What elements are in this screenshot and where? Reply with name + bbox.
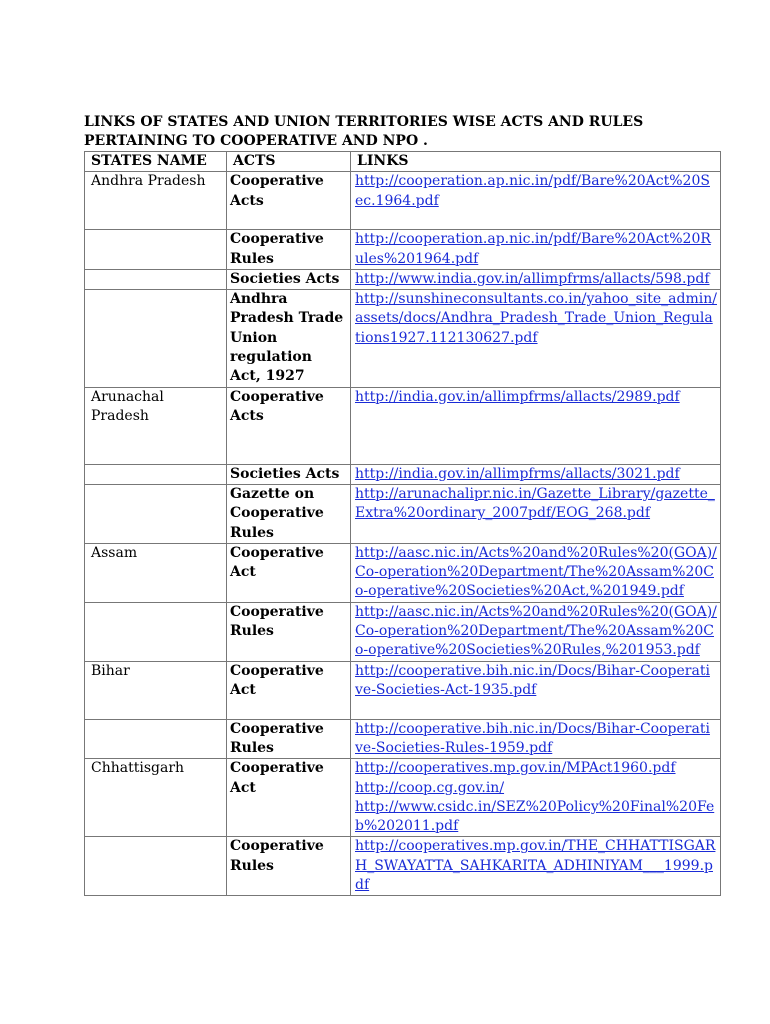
act-link[interactable]: http://cooperatives.mp.gov.in/MPAct1960.pdf — [355, 760, 676, 777]
link-cell — [351, 543, 721, 602]
act-link[interactable]: http://aasc.nic.in/Acts%20and%20Rules%20(GOA)/Co-operation%20Department/The%20Assam%20Co-operative%20Societies%20Act,%201949.pdf — [355, 544, 717, 600]
act-cell: Andhra Pradesh Trade Union regulation Act, 1927 — [227, 290, 351, 387]
act-cell: Cooperative Acts — [227, 387, 351, 464]
header-acts: ACTS — [227, 152, 351, 172]
state-cell: Bihar — [85, 661, 227, 719]
document — [84, 113, 720, 896]
table-row — [85, 543, 721, 602]
state-cell — [85, 290, 227, 387]
link-cell — [351, 290, 721, 387]
table-row — [85, 464, 721, 484]
act-link[interactable]: http://coop.cg.gov.in/ — [355, 779, 505, 796]
state-cell — [85, 837, 227, 896]
act-link[interactable]: http://cooperative.bih.nic.in/Docs/Bihar-Cooperative-Societies-Rules-1959.pdf — [355, 720, 710, 756]
state-cell — [85, 484, 227, 543]
state-cell — [85, 230, 227, 270]
act-link[interactable]: http://cooperatives.mp.gov.in/THE_CHHATTISGARH_SWAYATTA_SAHKARITA_ADHINIYAM___1999.pdf — [355, 838, 716, 894]
table-row — [85, 719, 721, 759]
act-cell: Cooperative Rules — [227, 837, 351, 896]
act-link[interactable]: http://sunshineconsultants.co.in/yahoo_site_admin/assets/docs/Andhra_Pradesh_Trade_Union_Regulations1927.112130627.pdf — [355, 291, 717, 346]
link-cell — [351, 464, 721, 484]
act-cell: Cooperative Acts — [227, 172, 351, 230]
state-cell: Chhattisgarh — [85, 759, 227, 837]
act-link[interactable]: http://india.gov.in/allimpfrms/allacts/2989.pdf — [355, 388, 680, 405]
state-cell: Assam — [85, 543, 227, 602]
link-cell — [351, 387, 721, 464]
act-link[interactable]: http://india.gov.in/allimpfrms/allacts/3021.pdf — [355, 465, 680, 482]
state-cell — [85, 269, 227, 289]
act-cell: Societies Acts — [227, 464, 351, 484]
link-cell — [351, 602, 721, 661]
header-state: STATES NAME — [85, 152, 227, 172]
table-row — [85, 602, 721, 661]
act-cell: Cooperative Act — [227, 543, 351, 602]
table-row — [85, 484, 721, 543]
act-link[interactable]: http://arunachalipr.nic.in/Gazette_Library/gazette_Extra%20ordinary_2007pdf/EOG_268.pdf — [355, 485, 715, 522]
link-cell — [351, 719, 721, 759]
act-cell: Cooperative Act — [227, 759, 351, 837]
table-row — [85, 290, 721, 387]
state-cell — [85, 464, 227, 484]
state-cell: Arunachal Pradesh — [85, 387, 227, 464]
header-links: LINKS — [351, 152, 721, 172]
table-row — [85, 387, 721, 464]
link-cell — [351, 230, 721, 270]
act-link[interactable]: http://aasc.nic.in/Acts%20and%20Rules%20(GOA)/Co-operation%20Department/The%20Assam%20Co-operative%20Societies%20Rules,%201953.pdf — [355, 603, 717, 659]
header-row — [85, 152, 721, 172]
title-line-2: PERTAINING TO COOPERATIVE AND NPO . — [84, 133, 428, 149]
act-cell: Cooperative Rules — [227, 602, 351, 661]
link-cell — [351, 484, 721, 543]
act-link[interactable]: http://www.india.gov.in/allimpfrms/allacts/598.pdf — [355, 270, 710, 287]
act-cell: Societies Acts — [227, 269, 351, 289]
act-link[interactable]: http://cooperation.ap.nic.in/pdf/Bare%20Act%20Rules%201964.pdf — [355, 231, 711, 267]
act-cell: Cooperative Rules — [227, 719, 351, 759]
state-cell — [85, 602, 227, 661]
act-link[interactable]: http://cooperative.bih.nic.in/Docs/Bihar-Cooperative-Societies-Act-1935.pdf — [355, 662, 710, 698]
act-cell: Gazette on Cooperative Rules — [227, 484, 351, 543]
table-row — [85, 837, 721, 896]
table-row — [85, 172, 721, 230]
act-cell: Cooperative Rules — [227, 230, 351, 270]
link-cell — [351, 661, 721, 719]
table-row — [85, 759, 721, 837]
table-row — [85, 269, 721, 289]
acts-table — [84, 151, 721, 896]
act-cell: Cooperative Act — [227, 661, 351, 719]
table-row — [85, 661, 721, 719]
link-cell — [351, 269, 721, 289]
link-cell — [351, 172, 721, 230]
state-cell: Andhra Pradesh — [85, 172, 227, 230]
state-cell — [85, 719, 227, 759]
table-row — [85, 230, 721, 270]
link-cell — [351, 837, 721, 896]
act-link[interactable]: http://www.csidc.in/SEZ%20Policy%20Final%20Feb%202011.pdf — [355, 798, 715, 835]
act-link[interactable]: http://cooperation.ap.nic.in/pdf/Bare%20Act%20Sec.1964.pdf — [355, 173, 710, 209]
link-cell — [351, 759, 721, 837]
title-line-1: LINKS OF STATES AND UNION TERRITORIES WISE ACTS AND RULES — [84, 114, 644, 130]
